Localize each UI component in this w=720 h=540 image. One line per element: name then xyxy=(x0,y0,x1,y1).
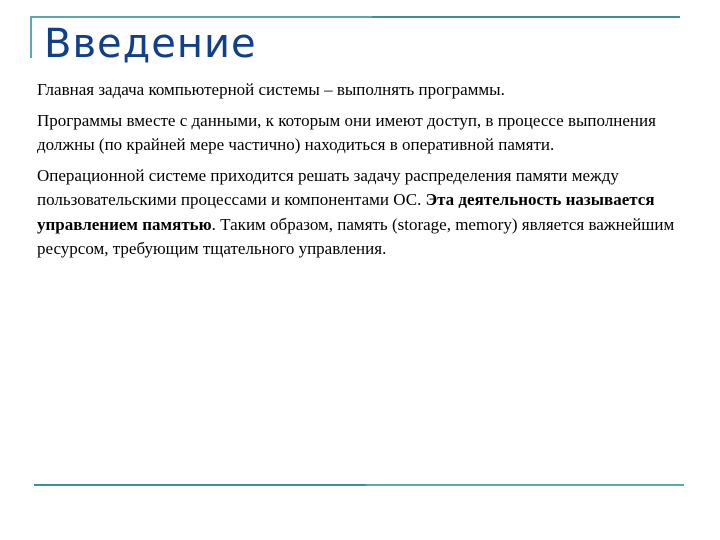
bottom-rule-left xyxy=(34,484,366,486)
paragraph-main-task: Главная задача компьютерной системы – выполнять программы. xyxy=(37,80,505,99)
memory-management-definition: Эта деятельность называется управлением памятью xyxy=(37,190,655,234)
title-accent-bar xyxy=(30,16,32,58)
paragraph-memory-management xyxy=(37,164,677,262)
paragraph-text-before: Операционной системе приходится решать задачу распределения памяти между пользовательскими процессами и компонентами ОС. xyxy=(37,165,619,209)
bottom-rule-right xyxy=(366,484,684,486)
top-rule-left xyxy=(30,16,372,18)
top-rule-right xyxy=(372,16,680,18)
paragraph-programs-memory: Программы вместе с данными, к которым они имеют доступ, в процессе выполнения должны (по крайней мере частично) находиться в оперативной памяти. xyxy=(37,110,656,154)
slide-title: Введение xyxy=(44,21,257,67)
paragraph-text-after: . Таким образом, память (storage, memory) является важнейшим ресурсом, требующим тщательного управления. xyxy=(37,214,675,258)
slide-body xyxy=(37,78,677,268)
